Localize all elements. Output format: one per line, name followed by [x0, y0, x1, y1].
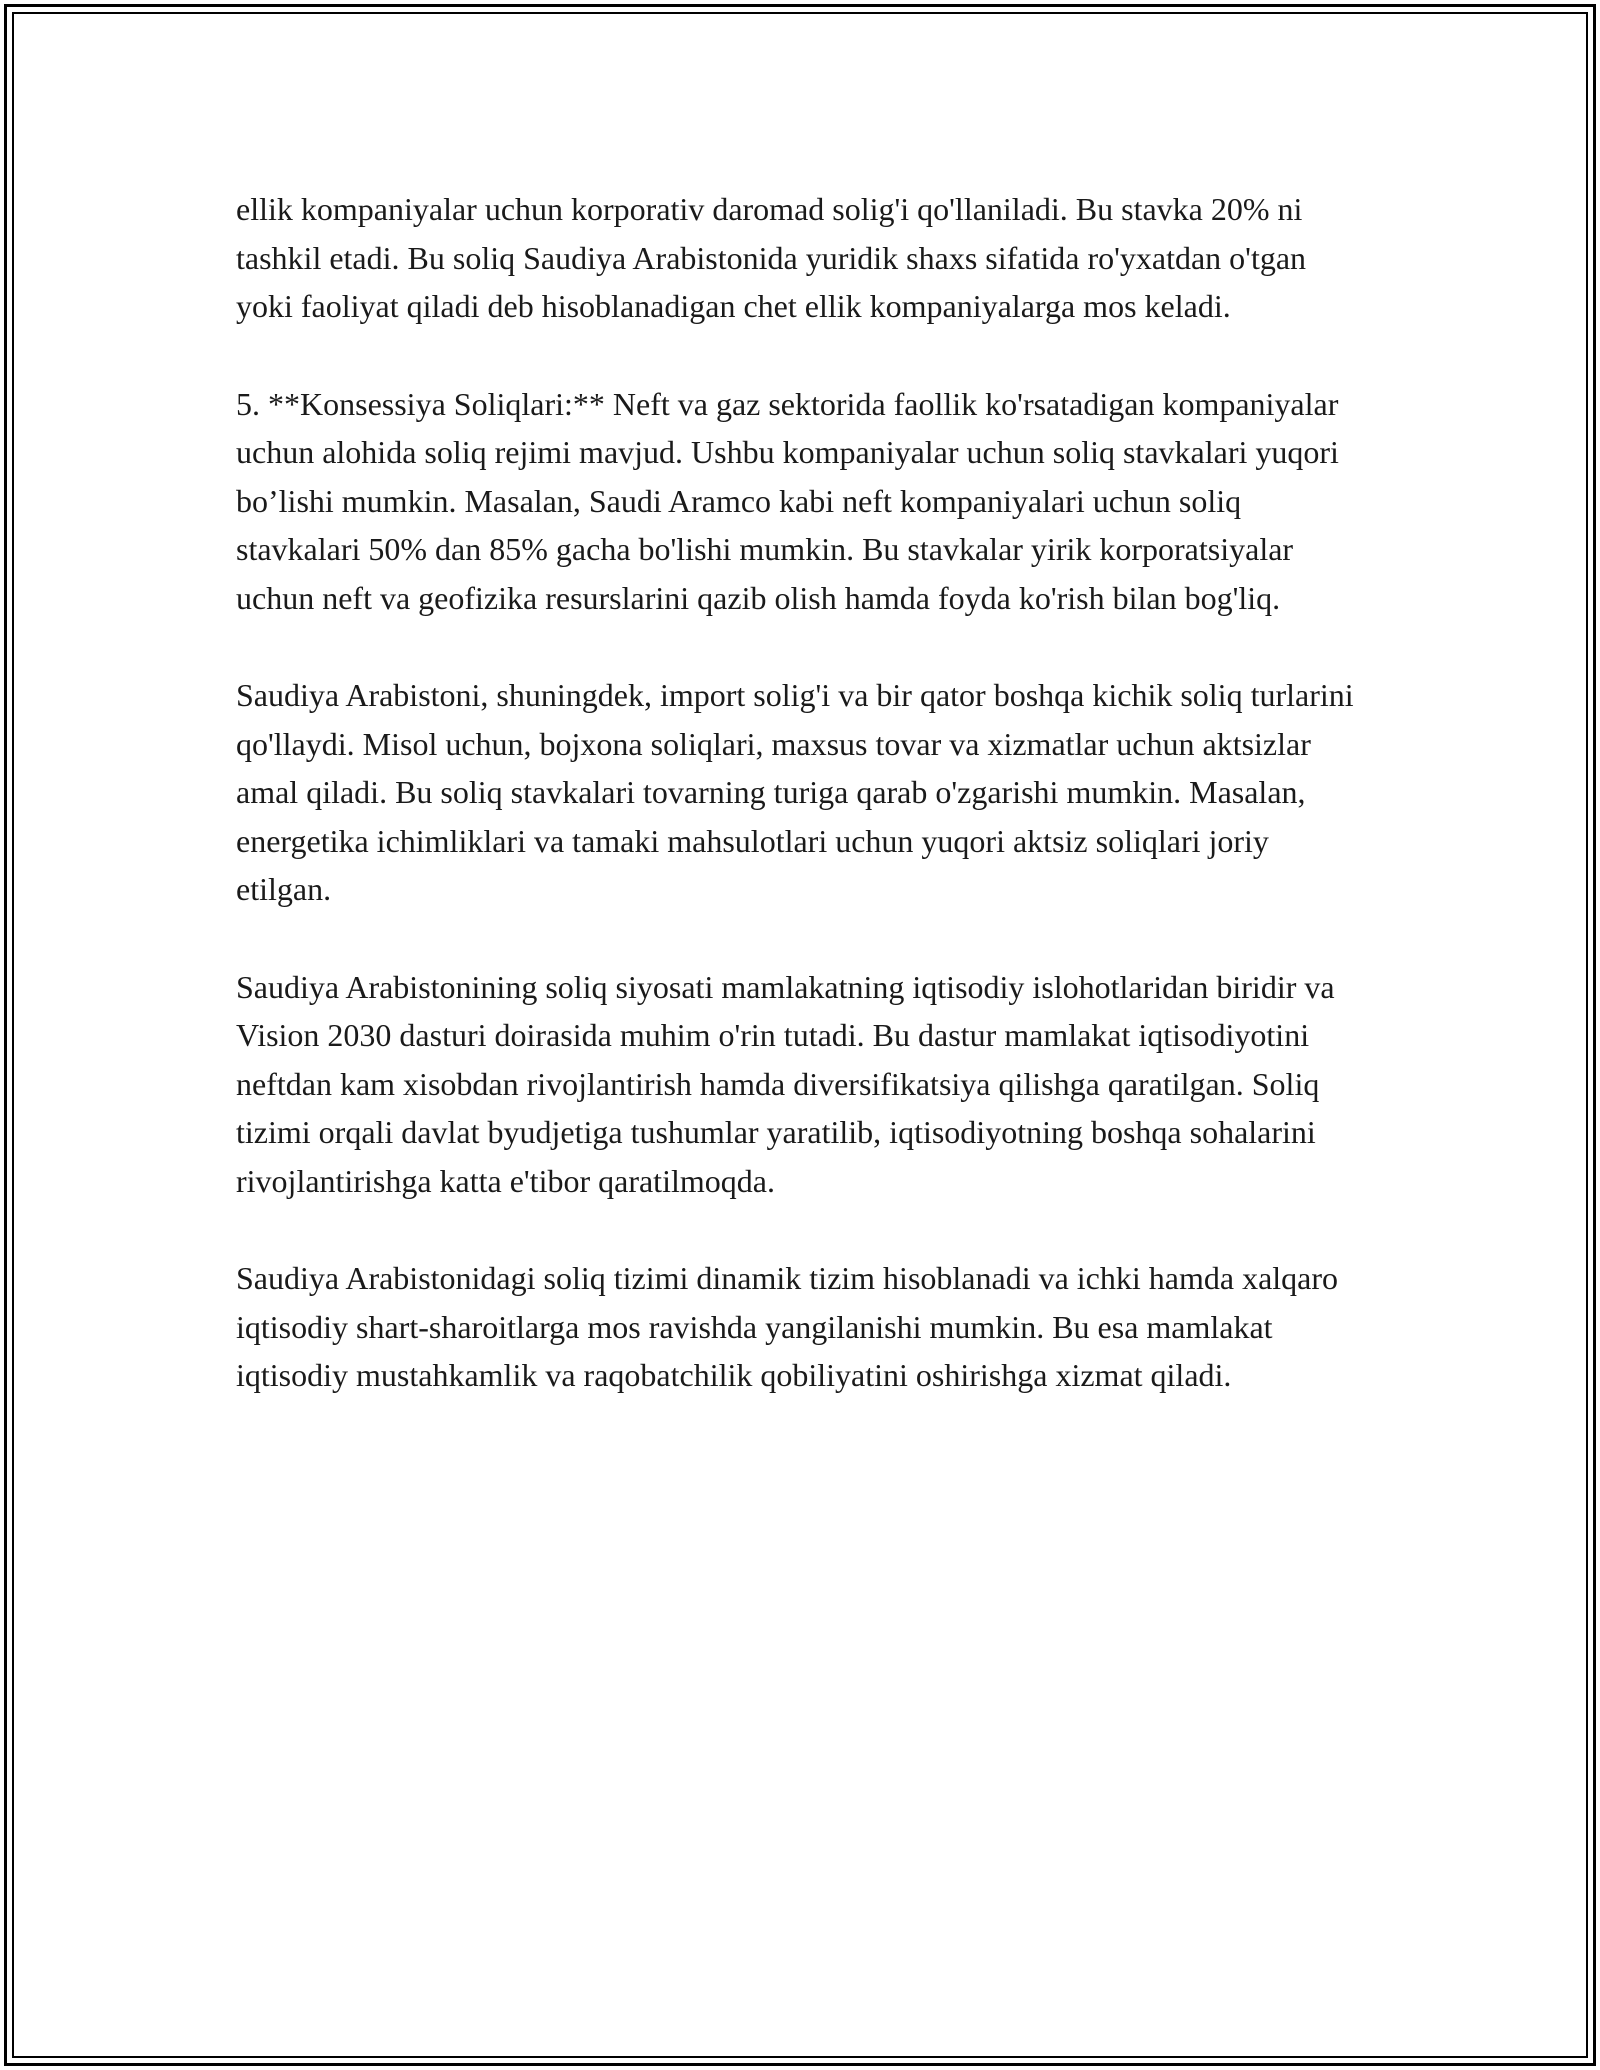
paragraph-tax-policy-vision-2030: Saudiya Arabistonining soliq siyosati mamlakatning iqtisodiy islohotlaridan biridir va Vision 2030 dasturi doirasida muhim o'rin tutadi. Bu dastur mamlakat iqtisodiyotini neftdan kam xisobdan rivojlantirish hamda diversifikatsiya qilishga qaratilgan. Soliq tizimi orqali davlat byudjetiga tushumlar yaratilib, iqtisodiyotning boshqa sohalarini rivojlantirishga katta e'tibor qaratilmoqda.: [236, 968, 1335, 1199]
paragraph-corporate-tax: ellik kompaniyalar uchun korporativ daromad solig'i qo'llaniladi. Bu stavka 20% ni tashkil etadi. Bu soliq Saudiya Arabistonida yuridik shaxs sifatida ro'yxatdan o'tgan yoki faoliyat qiladi deb hisoblanadigan chet ellik kompaniyalarga mos keladi.: [236, 191, 1307, 324]
paragraph-import-excise: Saudiya Arabistoni, shuningdek, import solig'i va bir qator boshqa kichik soliq turlarini qo'llaydi. Misol uchun, bojxona soliqlari, maxsus tovar va xizmatlar uchun aktsizlar amal qiladi. Bu soliq stavkalari tovarning turiga qarab o'zgarishi mumkin. Masalan, energetika ichimliklari va tamaki mahsulotlari uchun yuqori aktsiz soliqlari joriy etilgan.: [236, 677, 1354, 907]
paragraph-concession-taxes: 5. **Konsessiya Soliqlari:** Neft va gaz sektorida faollik ko'rsatadigan kompaniyalar uchun alohida soliq rejimi mavjud. Ushbu kompaniyalar uchun soliq stavkalari yuqori bo’lishi mumkin. Masalan, Saudi Aramco kabi neft kompaniyalari uchun soliq stavkalari 50% dan 85% gacha bo'lishi mumkin. Bu stavkalar yirik korporatsiyalar uchun neft va geofizika resurslarini qazib olish hamda foyda ko'rish bilan bog'liq.: [236, 385, 1339, 616]
document-body: [236, 185, 1366, 1449]
paragraph-dynamic-tax-system: Saudiya Arabistonidagi soliq tizimi dinamik tizim hisoblanadi va ichki hamda xalqaro iqtisodiy shart-sharoitlarga mos ravishda yangilanishi mumkin. Bu esa mamlakat iqtisodiy mustahkamlik va raqobatchilik qobiliyatini oshirishga xizmat qiladi.: [236, 1260, 1339, 1393]
